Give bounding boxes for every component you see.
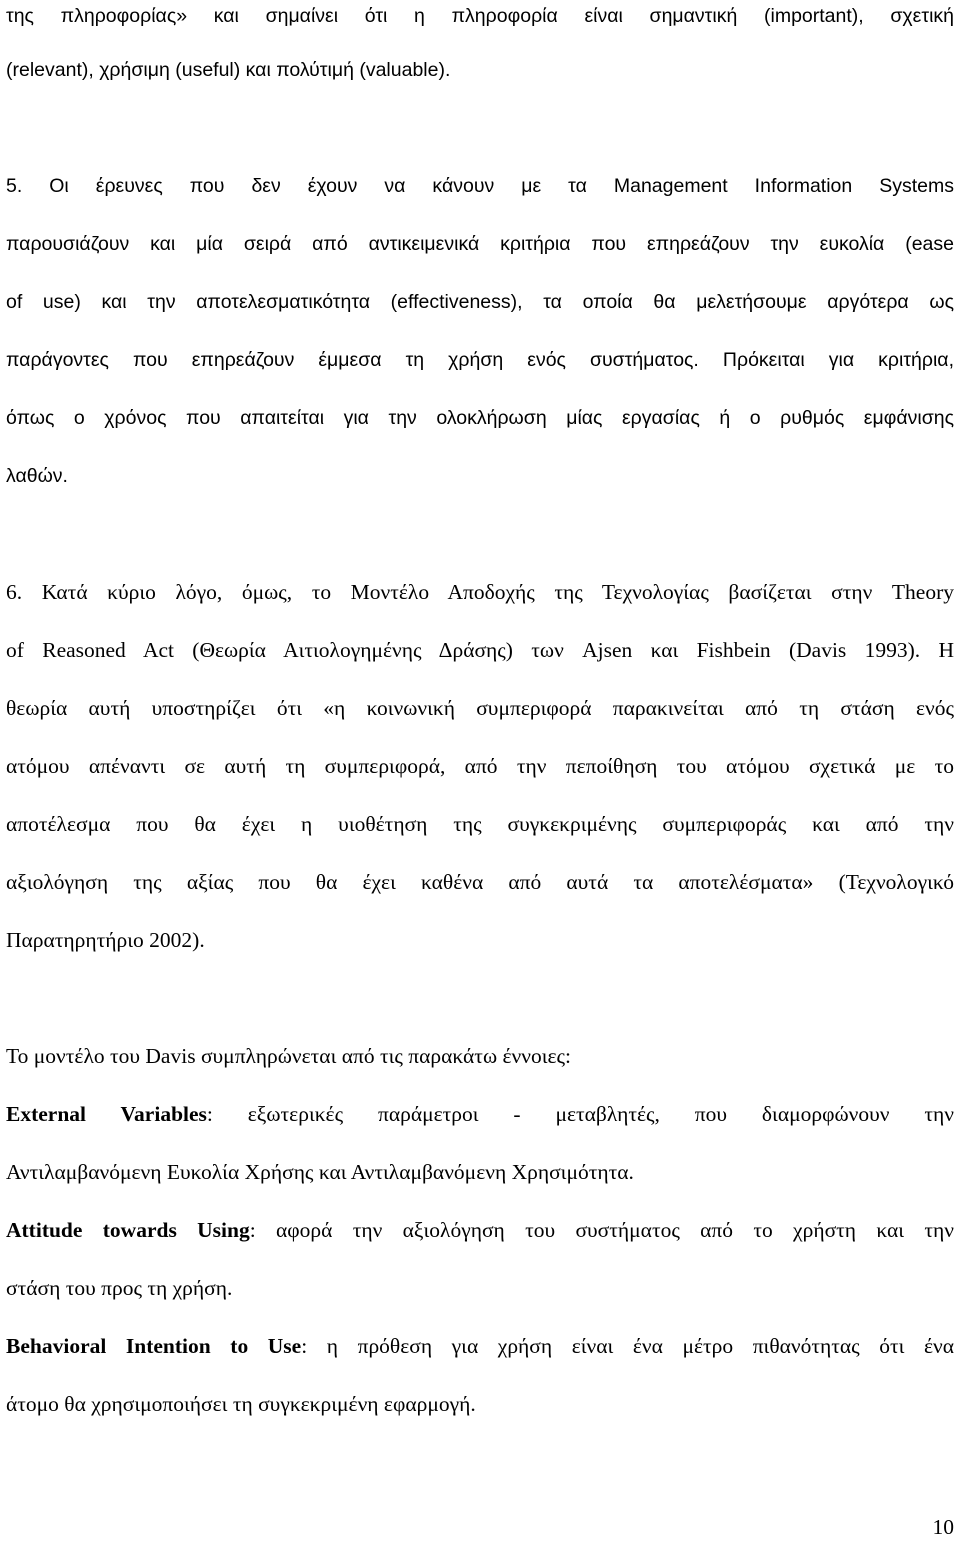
definition-term: Behavioral Intention to Use (6, 1334, 302, 1358)
definition-line (6, 1100, 954, 1128)
text-line: αποτέλεσμα που θα έχει η υιοθέτηση της συγκεκριμένης συμπεριφοράς και από την (6, 812, 954, 836)
intro-line: Το μοντέλο του Davis συμπληρώνεται από τις παρακάτω έννοιες: (6, 1044, 571, 1068)
text-line: of Reasoned Act (Θεωρία Αιτιολογημένης Δράσης) των Ajsen και Fishbein (Davis 1993). Η (6, 638, 954, 662)
definition-text: : η πρόθεση για χρήση είναι ένα μέτρο πιθανότητας ότι ένα (301, 1334, 955, 1358)
text-line: της πληροφορίας» και σημαίνει ότι η πληροφορία είναι σημαντική (important), σχετική (6, 5, 954, 27)
text-line: λαθών. (6, 465, 68, 487)
text-line: of use) και την αποτελεσματικότητα (effectiveness), τα οποία θα μελετήσουμε αργότερα ως (6, 291, 954, 313)
definition-line (6, 1332, 954, 1360)
definition-term: External Variables (6, 1102, 207, 1126)
text-line: αξιολόγηση της αξίας που θα έχει καθένα από αυτά τα αποτελέσματα» (Τεχνολογικό (6, 870, 954, 894)
text-line: Παρατηρητήριο 2002). (6, 928, 205, 952)
text-line: 5. Οι έρευνες που δεν έχουν να κάνουν με τα Management Information Systems (6, 175, 954, 197)
definition-term: Attitude towards Using (6, 1218, 250, 1242)
text-line: άτομο θα χρησιμοποιήσει τη συγκεκριμένη εφαρμογή. (6, 1392, 476, 1416)
text-line: στάση του προς τη χρήση. (6, 1276, 233, 1300)
definition-line (6, 1216, 954, 1244)
text-line: (relevant), χρήσιμη (useful) και πολύτιμή (valuable). (6, 59, 451, 81)
text-line: παρουσιάζουν και μία σειρά από αντικειμενικά κριτήρια που επηρεάζουν την ευκολία (ease (6, 233, 954, 255)
text-line: ατόμου απέναντι σε αυτή τη συμπεριφορά, από την πεποίθηση του ατόμου σχετικά με το (6, 754, 954, 778)
text-line: θεωρία αυτή υποστηρίζει ότι «η κοινωνική συμπεριφορά παρακινείται από τη στάση ενός (6, 696, 954, 720)
page-number: 10 (932, 1515, 954, 1539)
text-line: Αντιλαμβανόμενη Ευκολία Χρήσης και Αντιλαμβανόμενη Χρησιμότητα. (6, 1160, 634, 1184)
text-line: όπως ο χρόνος που απαιτείται για την ολοκλήρωση μίας εργασίας ή ο ρυθμός εμφάνισης (6, 407, 954, 429)
definition-text: : εξωτερικές παράμετροι - μεταβλητές, που διαμορφώνουν την (206, 1102, 954, 1126)
text-line: παράγοντες που επηρεάζουν έμμεσα τη χρήση ενός συστήματος. Πρόκειται για κριτήρια, (6, 349, 954, 371)
text-line: 6. Κατά κύριο λόγο, όμως, το Μοντέλο Αποδοχής της Τεχνολογίας βασίζεται στην Theory (6, 580, 954, 604)
definition-text: : αφορά την αξιολόγηση του συστήματος από το χρήστη και την (249, 1218, 954, 1242)
